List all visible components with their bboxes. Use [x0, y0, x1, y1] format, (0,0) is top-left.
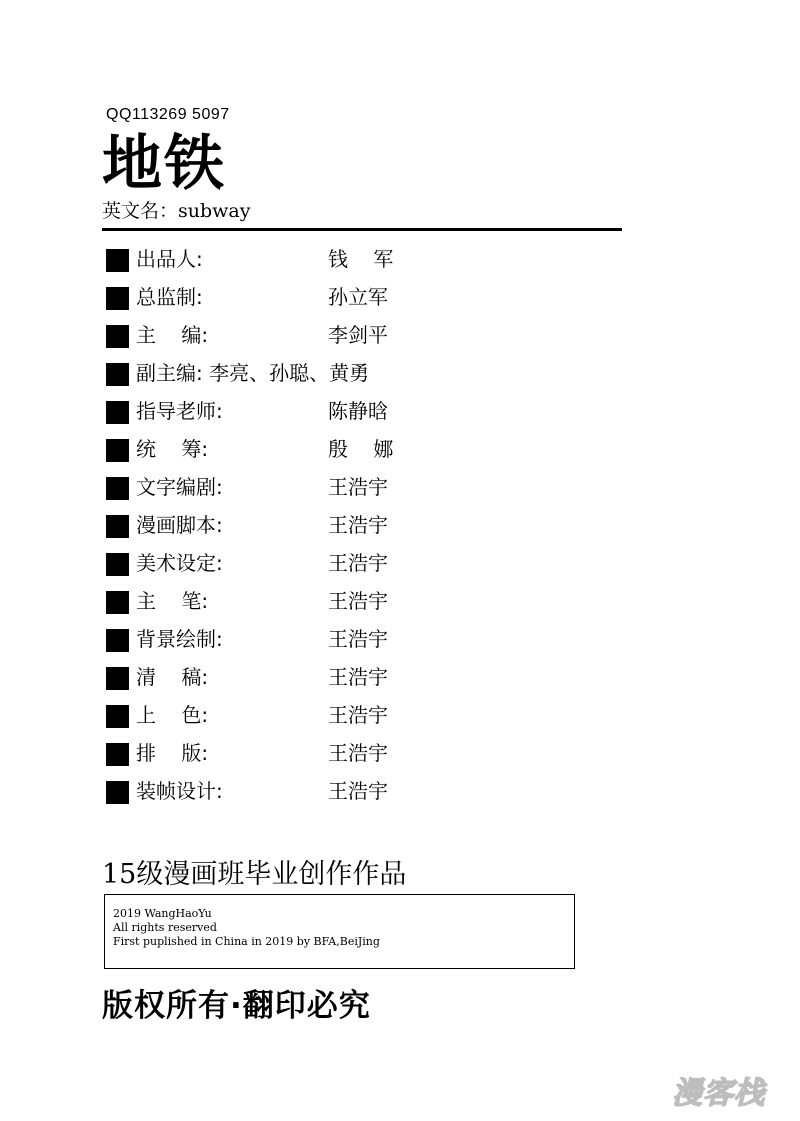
credit-row: [106, 472, 526, 502]
bullet-square-icon: [106, 249, 129, 272]
credit-name: 李剑平: [328, 323, 388, 347]
watermark-text: 漫客栈: [672, 1076, 765, 1111]
credit-role: 美术设定:: [136, 551, 223, 575]
bullet-square-icon: [106, 325, 129, 348]
credit-row: [106, 244, 526, 274]
credit-row: [106, 624, 526, 654]
bullet-square-icon: [106, 515, 129, 538]
credit-row: [106, 282, 526, 312]
credit-row: [106, 510, 526, 540]
credit-role: 总监制:: [136, 285, 203, 309]
rights-line-2: All rights reserved: [113, 921, 217, 934]
rights-box: [104, 894, 575, 969]
credit-row: [106, 700, 526, 730]
credit-role: 排 版:: [136, 741, 209, 765]
credit-name: 王浩宇: [328, 513, 388, 537]
credit-name: 孙立军: [328, 285, 388, 309]
credit-name: 王浩宇: [328, 551, 388, 575]
manke-logo-icon: [672, 1066, 784, 1111]
credit-name: 钱 军: [328, 247, 394, 271]
credit-row: [106, 396, 526, 426]
bullet-square-icon: [106, 781, 129, 804]
credit-row: [106, 738, 526, 768]
page-title: 地铁: [102, 129, 226, 199]
credit-name: 王浩宇: [328, 589, 388, 613]
credit-name: 王浩宇: [328, 665, 388, 689]
bullet-square-icon: [106, 629, 129, 652]
credit-row: [106, 586, 526, 616]
credit-name: 陈静晗: [328, 399, 388, 423]
credit-role: 背景绘制:: [136, 627, 223, 651]
credit-row: [106, 776, 526, 806]
credit-name: 王浩宇: [328, 779, 388, 803]
credit-role: 统 筹:: [136, 437, 209, 461]
credit-role: 指导老师:: [136, 399, 223, 423]
rights-line-1: 2019 WangHaoYu: [113, 907, 212, 920]
credit-role: 主 笔:: [136, 589, 209, 613]
bullet-square-icon: [106, 743, 129, 766]
credit-row: [106, 662, 526, 692]
credit-row: [106, 548, 526, 578]
bullet-square-icon: [106, 287, 129, 310]
bullet-square-icon: [106, 439, 129, 462]
credit-role: 上 色:: [136, 703, 209, 727]
credit-name: 王浩宇: [328, 703, 388, 727]
title-divider: [102, 228, 622, 231]
credit-role: 副主编: 李亮、孙聪、黄勇: [136, 361, 370, 385]
credit-name: 王浩宇: [328, 627, 388, 651]
credit-row: [106, 320, 526, 350]
bullet-square-icon: [106, 553, 129, 576]
credit-role: 主 编:: [136, 323, 209, 347]
bullet-square-icon: [106, 591, 129, 614]
credit-name: 殷 娜: [328, 437, 394, 461]
english-name: 英文名：subway: [102, 200, 251, 222]
bullet-square-icon: [106, 363, 129, 386]
work-title: 15级漫画班毕业创作作品: [102, 859, 407, 890]
bullet-square-icon: [106, 401, 129, 424]
bullet-square-icon: [106, 667, 129, 690]
credit-role: 清 稿:: [136, 665, 209, 689]
bullet-square-icon: [106, 477, 129, 500]
credit-role: 出品人:: [136, 247, 203, 271]
credit-role: 漫画脚本:: [136, 513, 223, 537]
credit-row: [106, 434, 526, 464]
bullet-square-icon: [106, 705, 129, 728]
credit-row: [106, 358, 526, 388]
credit-role: 文字编剧:: [136, 475, 223, 499]
rights-line-3: First puplished in China in 2019 by BFA,BeiJing: [113, 935, 380, 948]
qq-number: QQ113269 5097: [106, 106, 230, 123]
copyright-notice: 版权所有·翻印必究: [102, 988, 371, 1024]
credit-name: 王浩宇: [328, 475, 388, 499]
credit-name: 王浩宇: [328, 741, 388, 765]
credit-role: 装帧设计:: [136, 779, 223, 803]
